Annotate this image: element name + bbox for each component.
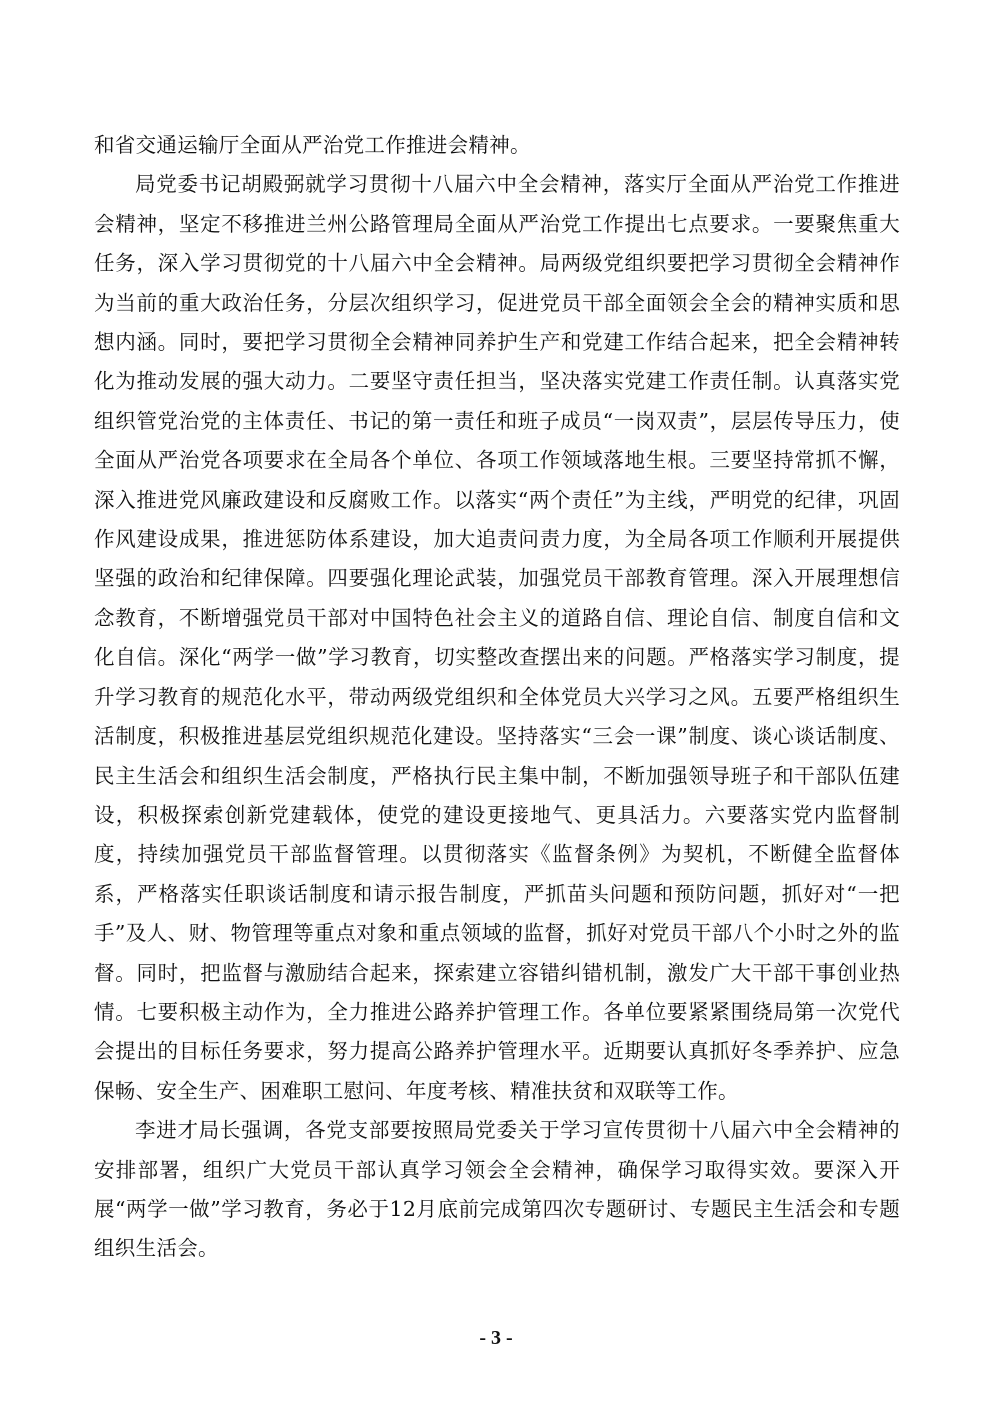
paragraph-director-emphasis: 李进才局长强调，各党支部要按照局党委关于学习宣传贯彻十八届六中全会精神的安排部署，组织广大党员干部认真学习领会全会精神，确保学习取得实效。要深入开展“两学一做”学习教育，务必于12月底前完成第四次专题研讨、专题民主生活会和专题组织生活会。 [94,1118,900,1261]
paragraph-continuation: 和省交通运输厅全面从严治党工作推进会精神。 [94,133,531,157]
page-number: - 3 - [479,1327,513,1349]
body-text [94,126,900,1269]
paragraph-party-secretary-requirements: 局党委书记胡殿弼就学习贯彻十八届六中全会精神，落实厅全面从严治党工作推进会精神，坚定不移推进兰州公路管理局全面从严治党工作提出七点要求。一要聚焦重大任务，深入学习贯彻党的十八届六中全会精神。局两级党组织要把学习贯彻全会精神作为当前的重大政治任务，分层次组织学习，促进党员干部全面领会全会的精神实质和思想内涵。同时，要把学习贯彻全会精神同养护生产和党建工作结合起来，把全会精神转化为推动发展的强大动力。二要坚守责任担当，坚决落实党建工作责任制。认真落实党组织管党治党的主体责任、书记的第一责任和班子成员“一岗双责”，层层传导压力，使全面从严治党各项要求在全局各个单位、各项工作领域落地生根。三要坚持常抓不懈，深入推进党风廉政建设和反腐败工作。以落实“两个责任”为主线，严明党的纪律，巩固作风建设成果，推进惩防体系建设，加大追责问责力度，为全局各项工作顺利开展提供坚强的政治和纪律保障。四要强化理论武装，加强党员干部教育管理。深入开展理想信念教育，不断增强党员干部对中国特色社会主义的道路自信、理论自信、制度自信和文化自信。深化“两学一做”学习教育，切实整改查摆出来的问题。严格落实学习制度，提升学习教育的规范化水平，带动两级党组织和全体党员大兴学习之风。五要严格组织生活制度，积极推进基层党组织规范化建设。坚持落实“三会一课”制度、谈心谈话制度、民主生活会和组织生活会制度，严格执行民主集中制，不断加强领导班子和干部队伍建设，积极探索创新党建载体，使党的建设更接地气、更具活力。六要落实党内监督制度，持续加强党员干部监督管理。以贯彻落实《监督条例》为契机，不断健全监督体系，严格落实任职谈话制度和请示报告制度，严抓苗头问题和预防问题，抓好对“一把手”及人、财、物管理等重点对象和重点领域的监督，抓好对党员干部八个小时之外的监督。同时，把监督与激励结合起来，探索建立容错纠错机制，激发广大干部干事创业热情。七要积极主动作为，全力推进公路养护管理工作。各单位要紧紧围绕局第一次党代会提出的目标任务要求，努力提高公路养护管理水平。近期要认真抓好冬季养护、应急保畅、安全生产、困难职工慰问、年度考核、精准扶贫和双联等工作。 [94,172,900,1103]
